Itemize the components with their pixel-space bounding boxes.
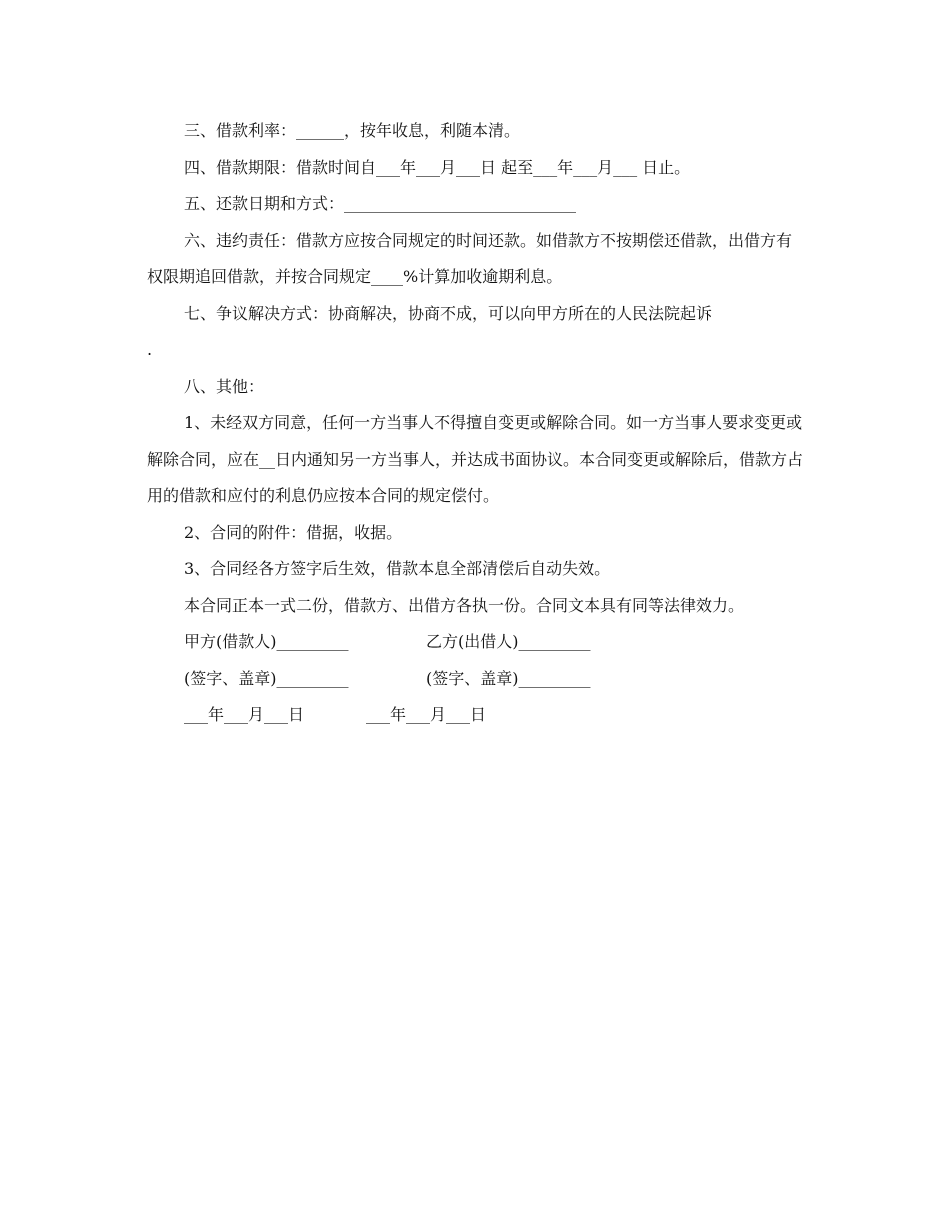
party-b-date: ___年___月___日 [366, 705, 487, 724]
clause-dispute: 七、争议解决方式：协商解决，协商不成，可以向甲方所在的人民法院起诉 [184, 303, 713, 323]
signature-party-row [147, 624, 807, 661]
clause-other-3: 3、合同经各方签字后生效，借款本息全部清偿后自动失效。 [184, 559, 611, 578]
clause-other: 八、其他： [184, 376, 265, 396]
clause-copies: 本合同正本一式二份，借款方、出借方各执一份。合同文本具有同等法律效力。 [184, 595, 745, 615]
clause-liability: 六、违约责任：借款方应按合同规定的时间还款。如借款方不按期偿还借款，出借方有权限期追回借款，并按合同规定____%计算加收逾期利息。 [147, 230, 793, 286]
party-b-sign: (签字、盖章)_________ [426, 668, 591, 688]
clause-other-2: 2、合同的附件：借据，收据。 [184, 522, 403, 542]
party-a-sign: (签字、盖章)_________ [184, 668, 349, 688]
clause-repayment: 五、还款日期和方式：_____________________________ [184, 194, 577, 213]
signature-date-row [147, 697, 807, 734]
party-a-date: ___年___月___日 [184, 705, 305, 724]
party-a-label: 甲方(借款人)_________ [184, 632, 349, 651]
contract-body [147, 113, 807, 734]
clause-interest-rate: 三、借款利率：______，按年收息，利随本清。 [184, 121, 521, 140]
party-b-label: 乙方(出借人)_________ [426, 632, 591, 651]
signature-seal-row [147, 661, 807, 698]
clause-loan-term: 四、借款期限：借款时间自___年___月___日 起至___年___月___ 日止。 [184, 157, 691, 177]
clause-dispute-tail: . [147, 340, 153, 359]
clause-other-1: 1、未经双方同意，任何一方当事人不得擅自变更或解除合同。如一方当事人要求变更或解除合同，应在__日内通知另一方当事人，并达成书面协议。本合同变更或解除后，借款方占用的借款和应付的利息仍应按本合同的规定偿付。 [147, 413, 804, 505]
